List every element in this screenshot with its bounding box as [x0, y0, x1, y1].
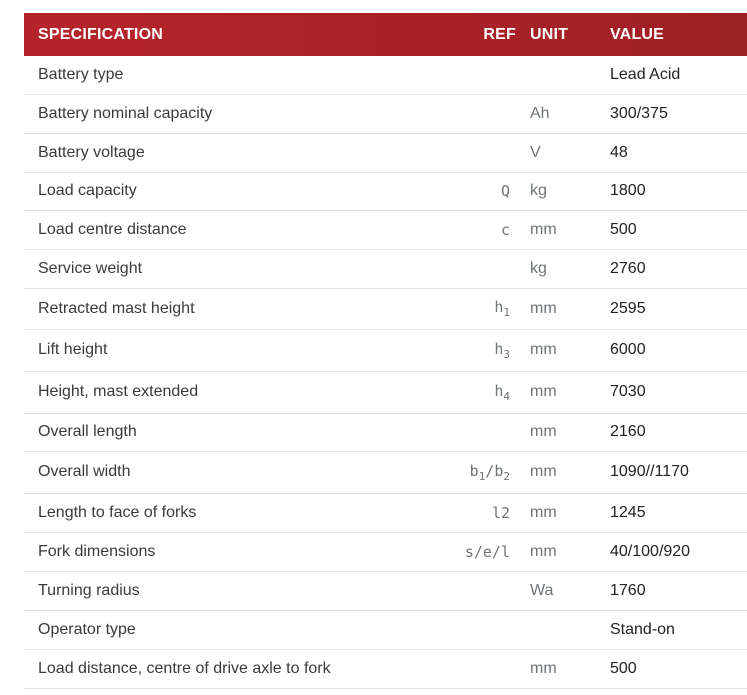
ref-cell	[440, 649, 530, 688]
unit-cell: Wa	[530, 571, 610, 610]
unit-cell	[530, 610, 610, 649]
unit-cell: Ah	[530, 94, 610, 133]
table-row	[24, 610, 747, 649]
unit-cell: mm	[530, 413, 610, 451]
spec-cell: Service weight	[24, 249, 440, 288]
spec-cell: Battery type	[24, 56, 440, 94]
table-row	[24, 571, 747, 610]
table-row	[24, 133, 747, 172]
value-cell: 40/100/920	[610, 532, 747, 571]
spec-cell: Fork dimensions	[24, 532, 440, 571]
ref-cell	[440, 249, 530, 288]
ref-cell: $b_1/b_2$	[440, 451, 530, 493]
ref-cell: $h_3$	[440, 329, 530, 371]
table-row	[24, 493, 747, 532]
spec-cell: Battery nominal capacity	[24, 94, 440, 133]
value-cell: 500	[610, 649, 747, 688]
value-cell: 1245	[610, 493, 747, 532]
spec-cell: Lift height	[24, 329, 440, 371]
spec-cell: Length to face of forks	[24, 493, 440, 532]
unit-cell: kg	[530, 249, 610, 288]
value-cell: 1090//1170	[610, 451, 747, 493]
value-cell: 1800	[610, 172, 747, 210]
value-cell: 2595	[610, 288, 747, 329]
unit-cell: mm	[530, 493, 610, 532]
table-row	[24, 288, 747, 329]
table-row	[24, 94, 747, 133]
table-row	[24, 649, 747, 688]
value-cell: 6000	[610, 329, 747, 371]
spec-cell: Operator type	[24, 610, 440, 649]
table-row	[24, 172, 747, 210]
table-row	[24, 413, 747, 451]
spec-cell: Load centre distance	[24, 210, 440, 249]
spec-cell: Load capacity	[24, 172, 440, 210]
table-row	[24, 532, 747, 571]
value-cell: Stand-on	[610, 610, 747, 649]
table-row	[24, 329, 747, 371]
spec-cell: Height, mast extended	[24, 371, 440, 413]
unit-cell: mm	[530, 329, 610, 371]
spec-cell: Load distance, centre of drive axle to fork	[24, 649, 440, 688]
table-row	[24, 371, 747, 413]
ref-cell	[440, 94, 530, 133]
unit-cell: mm	[530, 288, 610, 329]
unit-cell: mm	[530, 371, 610, 413]
table-header-row	[24, 13, 747, 56]
unit-cell	[530, 56, 610, 94]
spec-cell: Overall length	[24, 413, 440, 451]
ref-cell	[440, 610, 530, 649]
value-cell: Lead Acid	[610, 56, 747, 94]
header-specification: SPECIFICATION	[38, 25, 163, 43]
ref-cell	[440, 571, 530, 610]
table-row	[24, 210, 747, 249]
header-ref: REF	[483, 25, 516, 43]
spec-cell: Turning radius	[24, 571, 440, 610]
value-cell: 1760	[610, 571, 747, 610]
ref-cell	[440, 413, 530, 451]
unit-cell: mm	[530, 451, 610, 493]
ref-cell: $h_1$	[440, 288, 530, 329]
unit-cell: mm	[530, 532, 610, 571]
value-cell: 2760	[610, 249, 747, 288]
value-cell: 2160	[610, 413, 747, 451]
ref-cell: l2	[440, 493, 530, 532]
table-row	[24, 249, 747, 288]
ref-cell: $h_4$	[440, 371, 530, 413]
table-row	[24, 451, 747, 493]
ref-cell	[440, 56, 530, 94]
value-cell: 300/375	[610, 94, 747, 133]
spec-cell: Overall width	[24, 451, 440, 493]
header-unit: UNIT	[530, 25, 569, 43]
value-cell: 48	[610, 133, 747, 172]
ref-cell	[440, 133, 530, 172]
unit-cell: kg	[530, 172, 610, 210]
ref-cell: Q	[440, 172, 530, 210]
value-cell: 500	[610, 210, 747, 249]
spec-cell: Retracted mast height	[24, 288, 440, 329]
table-row	[24, 56, 747, 94]
header-value: VALUE	[610, 25, 665, 43]
spec-cell: Battery voltage	[24, 133, 440, 172]
unit-cell: V	[530, 133, 610, 172]
value-cell: 7030	[610, 371, 747, 413]
unit-cell: mm	[530, 210, 610, 249]
ref-cell: c	[440, 210, 530, 249]
ref-cell: s/e/l	[440, 532, 530, 571]
specification-table	[24, 13, 747, 689]
unit-cell: mm	[530, 649, 610, 688]
